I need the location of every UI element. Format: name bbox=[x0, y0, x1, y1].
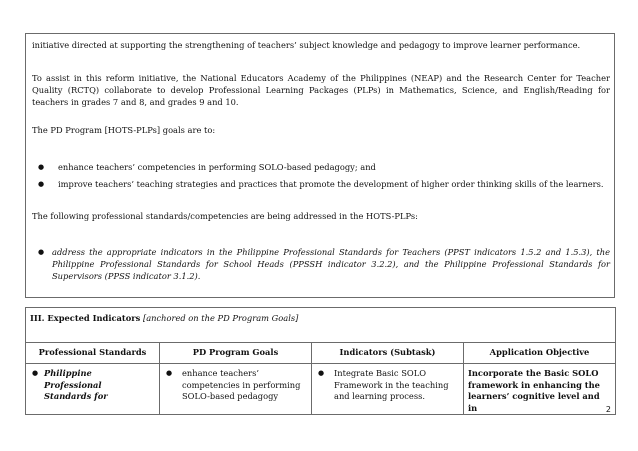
indicator-text: Integrate Basic SOLO Framework in the teaching and learning process. bbox=[334, 368, 449, 401]
objective-text: Incorporate the Basic SOLO framework in enhancing the learners’ cognitive level and in bbox=[468, 368, 600, 413]
cell-objective bbox=[464, 364, 616, 415]
column-header: PD Program Goals bbox=[160, 343, 312, 364]
paragraph-neap-rctq: To assist in this reform initiative, the National Educators Academy of the Philippines (NEAP) and the Research Center for Teacher Quality (RCTQ) collaborate to develop Professional Learning Packages (PLPs) in Mathematics, Science, and English/Reading for teachers in grades 7 and 8, and grades 9 and 10. bbox=[32, 73, 610, 107]
bullet-icon: ● bbox=[166, 369, 173, 377]
expected-indicators-table bbox=[25, 307, 616, 415]
page-number: 2 bbox=[605, 405, 611, 414]
cell-indicator bbox=[312, 364, 464, 415]
cell-standard bbox=[26, 364, 160, 415]
standards-text: address the appropriate indicators in the Philippine Professional Standards for Teachers (PPST indicators 1.5.2 and 1.5.3), the Philippine Professional Standards for School Heads (PPSSH indicator 3.2.2), and the Philippine Professional Standards for Supervisors (PPSS indicator 3.1.2). bbox=[52, 247, 610, 281]
goal-text-1: enhance teachers’ competencies in performing SOLO-based pedagogy; and bbox=[58, 162, 376, 172]
paragraph-goals-intro: The PD Program [HOTS-PLPs] goals are to: bbox=[32, 125, 216, 135]
table-heading-row bbox=[26, 308, 616, 343]
bullet-icon: ● bbox=[38, 163, 45, 171]
paragraph-continuation: initiative directed at supporting the strengthening of teachers’ subject knowledge and pedagogy to improve learner performance. bbox=[32, 40, 581, 50]
column-header: Application Objective bbox=[464, 343, 616, 364]
paragraph-standards-intro: The following professional standards/competencies are being addressed in the HOTS-PLPs: bbox=[32, 211, 418, 221]
table-heading-note: [anchored on the PD Program Goals] bbox=[142, 313, 299, 323]
table-row bbox=[26, 364, 616, 415]
program-description-box bbox=[25, 33, 615, 298]
bullet-icon: ● bbox=[32, 369, 39, 377]
table-heading-cell bbox=[26, 308, 616, 343]
table-header-row bbox=[26, 343, 616, 364]
goal-text: enhance teachers’ competencies in performing SOLO-based pedagogy bbox=[182, 368, 301, 401]
goal-text-2: improve teachers’ teaching strategies and practices that promote the development of higher order thinking skills of the learners. bbox=[58, 179, 604, 189]
column-header: Indicators (Subtask) bbox=[312, 343, 464, 364]
cell-goal bbox=[160, 364, 312, 415]
bullet-icon: ● bbox=[38, 180, 45, 188]
table-heading: III. Expected Indicators bbox=[30, 313, 141, 323]
bullet-icon: ● bbox=[318, 369, 325, 377]
bullet-icon: ● bbox=[38, 248, 45, 256]
column-header: Professional Standards bbox=[26, 343, 160, 364]
standard-text: Philippine Professional Standards for bbox=[44, 368, 108, 401]
standards-bullet bbox=[32, 246, 610, 282]
